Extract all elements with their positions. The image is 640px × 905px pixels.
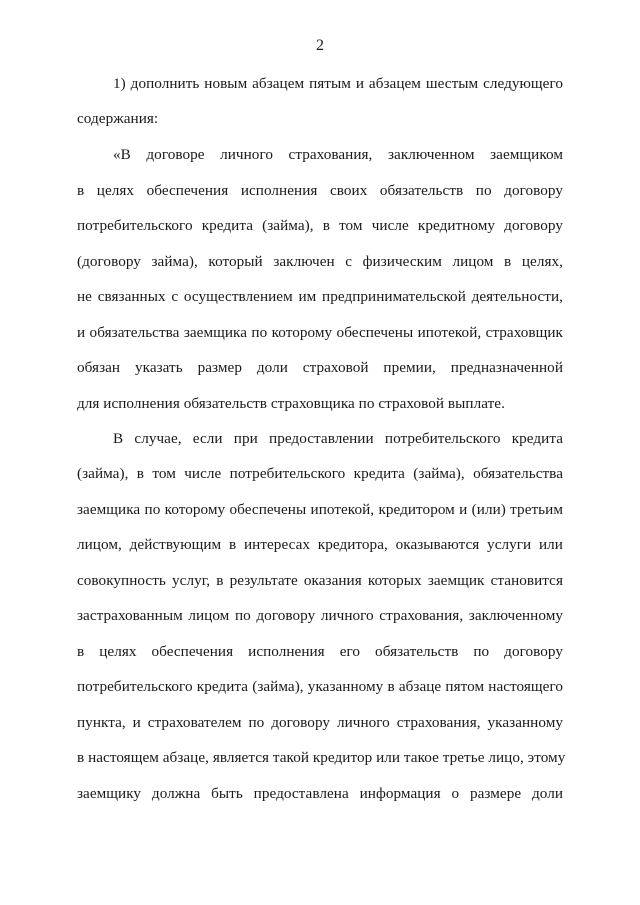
text-line: (договору займа), который заключен с физическим лицом в целях, — [77, 253, 563, 270]
text-line: не связанных с осуществлением им предпринимательской деятельности, — [77, 288, 563, 305]
text-line: содержания: — [77, 110, 159, 127]
text-line: заемщика по которому обеспечены ипотекой, кредитором и (или) третьим — [77, 501, 563, 518]
text-line: «В договоре личного страхования, заключенном заемщиком — [113, 146, 563, 163]
text-line: в целях обеспечения исполнения его обязательств по договору — [77, 643, 563, 660]
text-line: обязан указать размер доли страховой премии, предназначенной — [77, 359, 563, 376]
page-number: 2 — [316, 37, 324, 54]
text-line: (займа), в том числе потребительского кредита (займа), обязательства — [77, 465, 563, 482]
text-line: пункта, и страхователем по договору личного страхования, указанному — [77, 714, 563, 731]
text-line: застрахованным лицом по договору личного страхования, заключенному — [77, 607, 563, 624]
text-line: лицом, действующим в интересах кредитора, оказываются услуги или — [77, 536, 563, 553]
text-line: для исполнения обязательств страховщика по страховой выплате. — [77, 395, 505, 412]
text-line: 1) дополнить новым абзацем пятым и абзацем шестым следующего — [113, 75, 563, 92]
text-line: потребительского кредита (займа), в том числе кредитному договору — [77, 217, 563, 234]
text-line: заемщику должна быть предоставлена информация о размере доли — [77, 785, 563, 802]
text-line: потребительского кредита (займа), указанному в абзаце пятом настоящего — [77, 678, 563, 695]
text-line: В случае, если при предоставлении потребительского кредита — [113, 430, 563, 447]
text-line: и обязательства заемщика по которому обеспечены ипотекой, страховщик — [77, 324, 563, 341]
text-line: в настоящем абзаце, является такой кредитор или такое третье лицо, этому — [77, 749, 566, 766]
text-line: совокупность услуг, в результате оказания которых заемщик становится — [77, 572, 563, 589]
text-line: в целях обеспечения исполнения своих обязательств по договору — [77, 182, 563, 199]
